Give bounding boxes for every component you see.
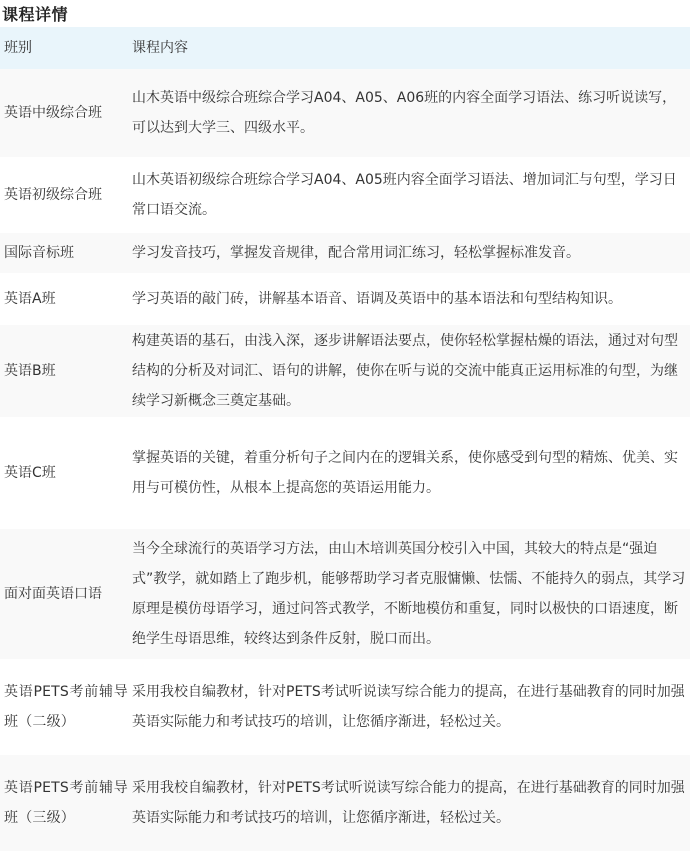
- page-title: 课程详情: [2, 5, 69, 24]
- class-name-cell: 英语PETS考前辅导班（三级）: [4, 780, 128, 826]
- class-name-cell: 国际音标班: [4, 245, 74, 261]
- class-name-cell: 英语PETS考前辅导班（二级）: [4, 684, 128, 730]
- class-name-cell: 面对面英语口语: [4, 586, 102, 602]
- content-cell: 采用我校自编教材，针对PETS考试听说读写综合能力的提高，在进行基础教育的同时加强英语实际能力和考试技巧的培训，让您循序渐进，轻松过关。: [132, 684, 685, 730]
- table-header-row: [0, 27, 690, 69]
- table-row: [0, 529, 690, 659]
- table-row: [0, 659, 690, 755]
- class-name-cell: 英语中级综合班: [4, 105, 102, 121]
- content-cell: 当今全球流行的英语学习方法，由山木培训英国分校引入中国，其较大的特点是“强迫式”教学，就如踏上了跑步机，能够帮助学习者克服慵懒、怯懦、不能持久的弱点，其学习原理是模仿母语学习，通过问答式教学，不断地模仿和重复，同时以极快的口语速度，断绝学生母语思维，较终达到条件反射，脱口而出。: [132, 541, 686, 647]
- header-content: 课程内容: [132, 40, 188, 56]
- content-cell: 构建英语的基石，由浅入深，逐步讲解语法要点，使你轻松掌握枯燥的语法，通过对句型结构的分析及对词汇、语句的讲解，使你在听与说的交流中能真正运用标准的句型，为继续学习新概念三奠定基础。: [132, 333, 678, 409]
- content-cell: 学习英语的敲门砖，讲解基本语音、语调及英语中的基本语法和句型结构知识。: [132, 291, 622, 307]
- content-cell: 掌握英语的关键，着重分析句子之间内在的逻辑关系，使你感受到句型的精炼、优美、实用与可模仿性，从根本上提高您的英语运用能力。: [132, 450, 678, 496]
- table-row: [0, 157, 690, 233]
- table-row: [0, 273, 690, 325]
- class-name-cell: 英语B班: [4, 363, 56, 379]
- table-row: [0, 69, 690, 157]
- content-cell: 山木英语中级综合班综合学习A04、A05、A06班的内容全面学习语法、练习听说读写，可以达到大学三、四级水平。: [132, 90, 677, 136]
- class-name-cell: 英语C班: [4, 465, 56, 481]
- table-row: [0, 325, 690, 417]
- class-name-cell: 英语A班: [4, 291, 56, 307]
- content-cell: 山木英语初级综合班综合学习A04、A05班内容全面学习语法、增加词汇与句型，学习日常口语交流。: [132, 172, 677, 218]
- course-table: [0, 27, 690, 851]
- class-name-cell: 英语初级综合班: [4, 187, 102, 203]
- table-row: [0, 233, 690, 273]
- table-row: [0, 417, 690, 529]
- content-cell: 学习发音技巧，掌握发音规律，配合常用词汇练习，轻松掌握标准发音。: [132, 245, 580, 261]
- header-class: 班别: [4, 40, 32, 56]
- table-row: [0, 755, 690, 851]
- content-cell: 采用我校自编教材，针对PETS考试听说读写综合能力的提高，在进行基础教育的同时加强英语实际能力和考试技巧的培训，让您循序渐进，轻松过关。: [132, 780, 685, 826]
